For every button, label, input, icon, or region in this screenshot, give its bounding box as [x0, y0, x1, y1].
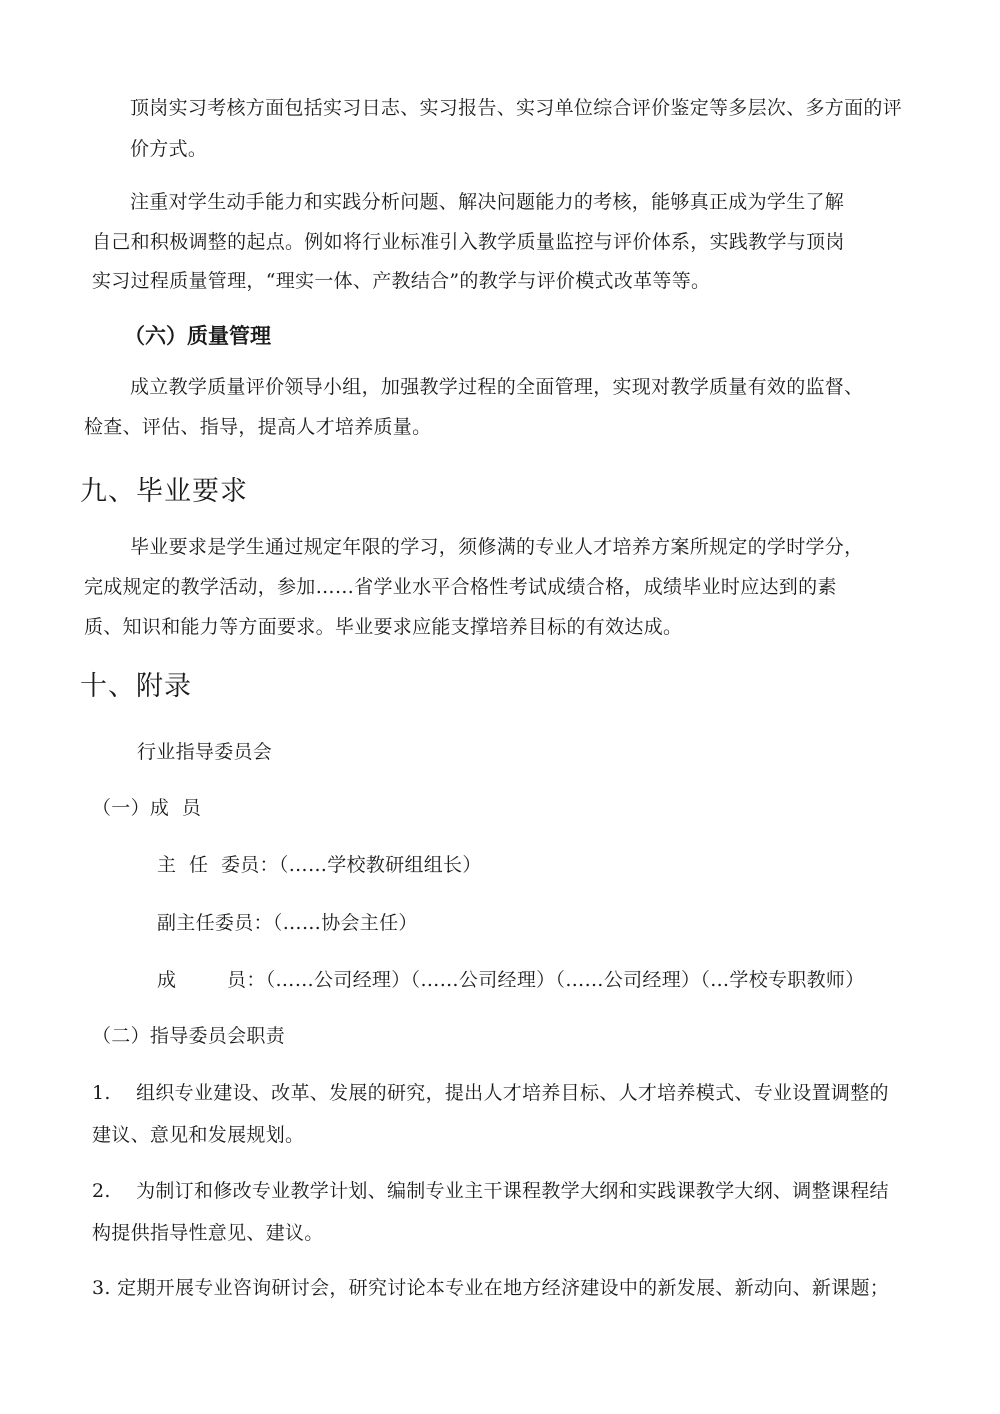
- duty2-line2: 构提供指导性意见、建议。: [92, 1222, 324, 1244]
- graduation-para-line2: 完成规定的教学活动，参加……省学业水平合格性考试成绩合格，成绩毕业时应达到的素: [84, 576, 837, 598]
- quality-management-para-line2: 检查、评估、指导，提高人才培养质量。: [84, 416, 432, 438]
- duty2-line1: 2. 为制订和修改专业教学计划、编制专业主干课程教学大纲和实践课教学大纲、调整课程结: [92, 1180, 889, 1202]
- vice-director-line: 副主任委员：（……协会主任）: [157, 912, 418, 934]
- quality-management-heading: （六）质量管理: [124, 324, 271, 348]
- duty1-line1: 1. 组织专业建设、改革、发展的研究，提出人才培养目标、人才培养模式、专业设置调整的: [92, 1082, 889, 1104]
- graduation-para-line3: 质、知识和能力等方面要求。毕业要求应能支撑培养目标的有效达成。: [84, 616, 683, 638]
- assessment-para1-line1: 顶岗实习考核方面包括实习日志、实习报告、实习单位综合评价鉴定等多层次、多方面的评: [130, 97, 903, 119]
- assessment-para2-line1: 注重对学生动手能力和实践分析问题、解决问题能力的考核，能够真正成为学生了解: [130, 191, 845, 213]
- committee-title: 行业指导委员会: [137, 741, 273, 763]
- members-heading: （一）成 员: [92, 797, 202, 819]
- duties-heading: （二）指导委员会职责: [92, 1025, 286, 1047]
- assessment-para1-line2: 价方式。: [130, 138, 208, 160]
- duty3-line1: 3. 定期开展专业咨询研讨会，研究讨论本专业在地方经济建设中的新发展、新动向、新课题；: [92, 1277, 890, 1299]
- quality-management-para-line1: 成立教学质量评价领导小组，加强教学过程的全面管理，实现对教学质量有效的监督、: [130, 376, 864, 398]
- assessment-para2-line3: 实习过程质量管理，“理实一体、产教结合”的教学与评价模式改革等等。: [92, 270, 711, 292]
- assessment-para2-line2: 自己和积极调整的起点。例如将行业标准引入教学质量监控与评价体系，实践教学与顶岗: [92, 231, 845, 253]
- members-line: 成 员：（……公司经理）（……公司经理）（……公司经理）（…学校专职教师）: [157, 969, 865, 991]
- duty1-line2: 建议、意见和发展规划。: [92, 1124, 305, 1146]
- graduation-requirements-heading: 九、毕业要求: [80, 476, 248, 507]
- director-line: 主 任 委员：（……学校教研组组长）: [157, 854, 482, 876]
- appendix-heading: 十、附录: [80, 671, 192, 702]
- graduation-para-line1: 毕业要求是学生通过规定年限的学习，须修满的专业人才培养方案所规定的学时学分，: [130, 536, 864, 558]
